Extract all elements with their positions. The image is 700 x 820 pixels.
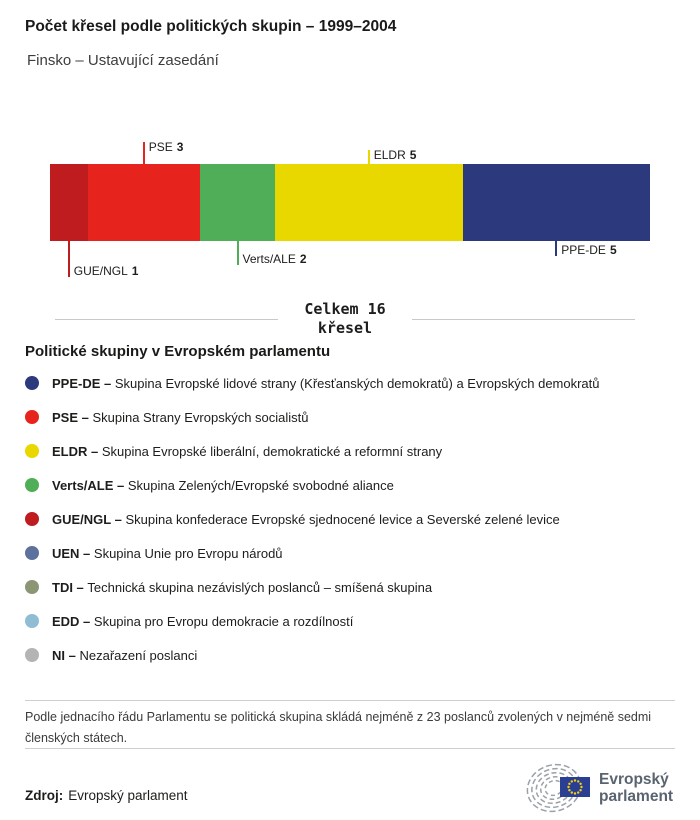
callout-line-ppe-de [555,241,557,256]
group-seats: 5 [409,148,417,162]
callout-line-verts-ale [237,241,239,265]
eu-flag [560,777,590,797]
legend-desc: Skupina Evropské liberální, demokratické a reformní strany [101,443,443,459]
total-rule-left [55,319,278,320]
legend-label [52,648,197,663]
legend-label [52,512,560,527]
legend-abbr: TDI – [52,579,88,595]
ep-logo-graphic [523,760,678,814]
group-name: PPE-DE [561,243,606,257]
legend-dot-gue-ngl [25,512,39,526]
total-line-1: Celkem 16 [304,300,386,318]
bar-segment-ppe-de [463,164,651,241]
legend-desc: Technická skupina nezávislých poslanců – smíšená skupina [87,579,433,595]
stacked-bar-chart [0,0,700,300]
legend-desc: Nezařazení poslanci [79,647,198,663]
legend-dot-tdi [25,580,39,594]
group-seats: 1 [131,264,139,278]
total-line-2: křesel [317,319,373,337]
legend-desc: Skupina Strany Evropských socialistů [92,409,309,425]
legend-abbr: NI – [52,647,80,663]
legend-abbr: PSE – [52,409,93,425]
group-seats: 5 [609,243,617,257]
bar-segment-verts-ale [200,164,275,241]
legend-row-verts-ale [25,468,675,502]
legend-dot-eldr [25,444,39,458]
legend-abbr: Verts/ALE – [52,477,128,493]
legend-row-ni [25,638,675,672]
legend-row-gue-ngl [25,502,675,536]
legend-abbr: UEN – [52,545,94,561]
callout-line-gue-ngl [68,241,70,277]
legend-label [52,546,283,561]
legend-row-pse [25,400,675,434]
callout-line-eldr [368,150,370,164]
legend-desc: Skupina Zelených/Evropské svobodné aliance [127,477,394,493]
divider-bottom [25,748,675,749]
legend-label [52,580,432,595]
legend-dot-pse [25,410,39,424]
legend-abbr: PPE-DE – [52,375,115,391]
legend-desc: Skupina konfederace Evropské sjednocené levice a Severské zelené levice [125,511,560,527]
group-seats: 3 [176,140,184,154]
legend-row-ppe-de [25,366,675,400]
logo-text-line1: Evropský [599,771,669,788]
legend-dot-edd [25,614,39,628]
legend-row-uen [25,536,675,570]
group-name: ELDR [373,148,406,162]
group-name: GUE/NGL [73,264,128,278]
legend-label [52,478,394,493]
legend-label [52,614,353,629]
source-line [25,788,188,803]
group-seats: 2 [299,252,307,266]
footnote: Podle jednacího řádu Parlamentu se politická skupina skládá nejméně z 23 poslanců zvolených v nejméně sedmi členských státech. [25,710,652,745]
bar-segment-eldr [275,164,463,241]
legend-heading: Politické skupiny v Evropském parlamentu [25,343,331,360]
group-name: PSE [148,140,173,154]
legend-dot-uen [25,546,39,560]
bar-segment-pse [88,164,201,241]
legend-list [25,366,675,672]
page-subtitle: Finsko – Ustavující zasedání [27,52,219,69]
total-rule-right [412,319,635,320]
callout-label-pse [149,140,184,154]
legend-row-eldr [25,434,675,468]
callout-line-pse [143,142,145,164]
callout-label-gue-ngl [74,264,139,278]
callout-label-eldr [374,148,417,162]
legend-row-edd [25,604,675,638]
legend-abbr: GUE/NGL – [52,511,126,527]
total-seats-label [278,300,411,338]
legend-label [52,376,600,391]
source-label: Zdroj: [25,788,64,803]
legend-dot-ppe-de [25,376,39,390]
legend-desc: Skupina Unie pro Evropu národů [93,545,283,561]
total-annotation [55,300,635,338]
legend-abbr: ELDR – [52,443,102,459]
legend-desc: Skupina pro Evropu demokracie a rozdílností [93,613,354,629]
divider-top [25,700,675,701]
legend-dot-ni [25,648,39,662]
page-title: Počet křesel podle politických skupin – 1999–2004 [25,18,397,35]
bar-segment-gue-ngl [50,164,88,241]
legend-row-tdi [25,570,675,604]
legend-abbr: EDD – [52,613,94,629]
legend-label [52,444,442,459]
callout-label-verts-ale [243,252,307,266]
legend-desc: Skupina Evropské lidové strany (Křesťanských demokratů) a Evropských demokratů [114,375,600,391]
source-text: Evropský parlament [68,788,188,803]
ep-logo [523,760,678,819]
group-name: Verts/ALE [242,252,296,266]
legend-label [52,410,309,425]
callout-label-ppe-de [561,243,616,257]
logo-text-line2: parlament [599,788,674,805]
legend-dot-verts-ale [25,478,39,492]
